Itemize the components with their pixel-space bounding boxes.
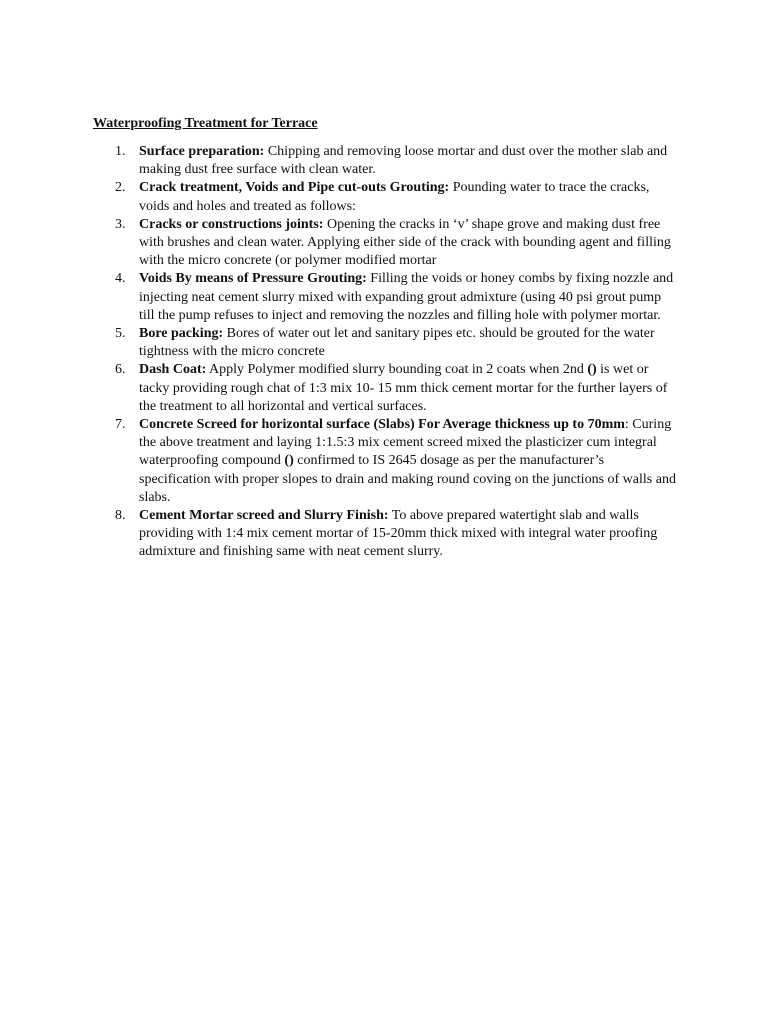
step-heading: Concrete Screed for horizontal surface (Slabs) For Average thickness up to 70mm: [139, 417, 625, 433]
treatment-steps-list: [93, 143, 678, 562]
list-item: [93, 507, 678, 562]
step-number: 6.: [115, 362, 126, 378]
step-number: 7.: [115, 417, 126, 433]
step-text: To above prepared watertight slab and walls providing with 1:4 mix cement mortar of 15-20mm thick mixed with integral water proofing admixture and finishing same with neat cement slurry.: [139, 508, 658, 560]
step-text: Bores of water out let and sanitary pipes etc. should be grouted for the water tightness with the micro concrete: [139, 326, 655, 360]
list-item: [93, 179, 678, 215]
step-number: 1.: [115, 144, 126, 159]
step-heading: Cracks or constructions joints:: [139, 216, 324, 232]
step-number: 2.: [115, 180, 126, 196]
list-item: [93, 216, 678, 271]
step-number: 3.: [115, 216, 126, 232]
step-placeholder-parens: (): [587, 362, 597, 378]
document-title: Waterproofing Treatment for Terrace: [93, 116, 318, 131]
step-heading: Voids By means of Pressure Grouting:: [139, 271, 367, 287]
step-text: is wet or tacky providing rough chat of 1:3 mix 10- 15 mm thick cement mortar for the further layers of the treatment to all horizontal and vertical surfaces.: [139, 362, 668, 414]
list-item: [93, 143, 678, 179]
step-heading: Crack treatment, Voids and Pipe cut-outs Grouting:: [139, 180, 450, 196]
step-text: confirmed to IS 2645 dosage as per the manufacturer’s specification with proper slopes to drain and making round coving on the junctions of walls and slabs.: [139, 453, 676, 505]
list-item: [93, 325, 678, 361]
step-placeholder-parens: (): [284, 453, 294, 469]
step-heading: Surface preparation:: [139, 144, 265, 159]
list-item: [93, 416, 678, 507]
step-heading: Dash Coat:: [139, 362, 207, 378]
step-number: 8.: [115, 508, 126, 524]
step-text: Chipping and removing loose mortar and dust over the mother slab and making dust free surface with clean water.: [139, 144, 668, 178]
list-item: [93, 361, 678, 416]
step-text: : Curing the above treatment and laying 1:1.5:3 mix cement screed mixed the plasticizer cum integral waterproofing compound: [139, 417, 672, 469]
step-text: Filling the voids or honey combs by fixing nozzle and injecting neat cement slurry mixed with expanding grout admixture (using 40 psi grout pump till the pump refuses to inject and removing the nozzles and filling hole with polymer mortar.: [139, 271, 674, 323]
step-heading: Bore packing:: [139, 326, 224, 342]
step-number: 5.: [115, 326, 126, 342]
step-number: 4.: [115, 271, 126, 287]
step-text: Opening the cracks in ‘v’ shape grove and making dust free with brushes and clean water. Applying either side of the crack with bounding agent and filling with the micro concrete (or polymer modified mortar: [139, 216, 671, 269]
step-text: Apply Polymer modified slurry bounding coat in 2 coats when 2nd: [206, 362, 588, 378]
step-heading: Cement Mortar screed and Slurry Finish:: [139, 508, 389, 524]
step-text: Pounding water to trace the cracks, voids and holes and treated as follows:: [139, 180, 650, 214]
list-item: [93, 270, 678, 325]
